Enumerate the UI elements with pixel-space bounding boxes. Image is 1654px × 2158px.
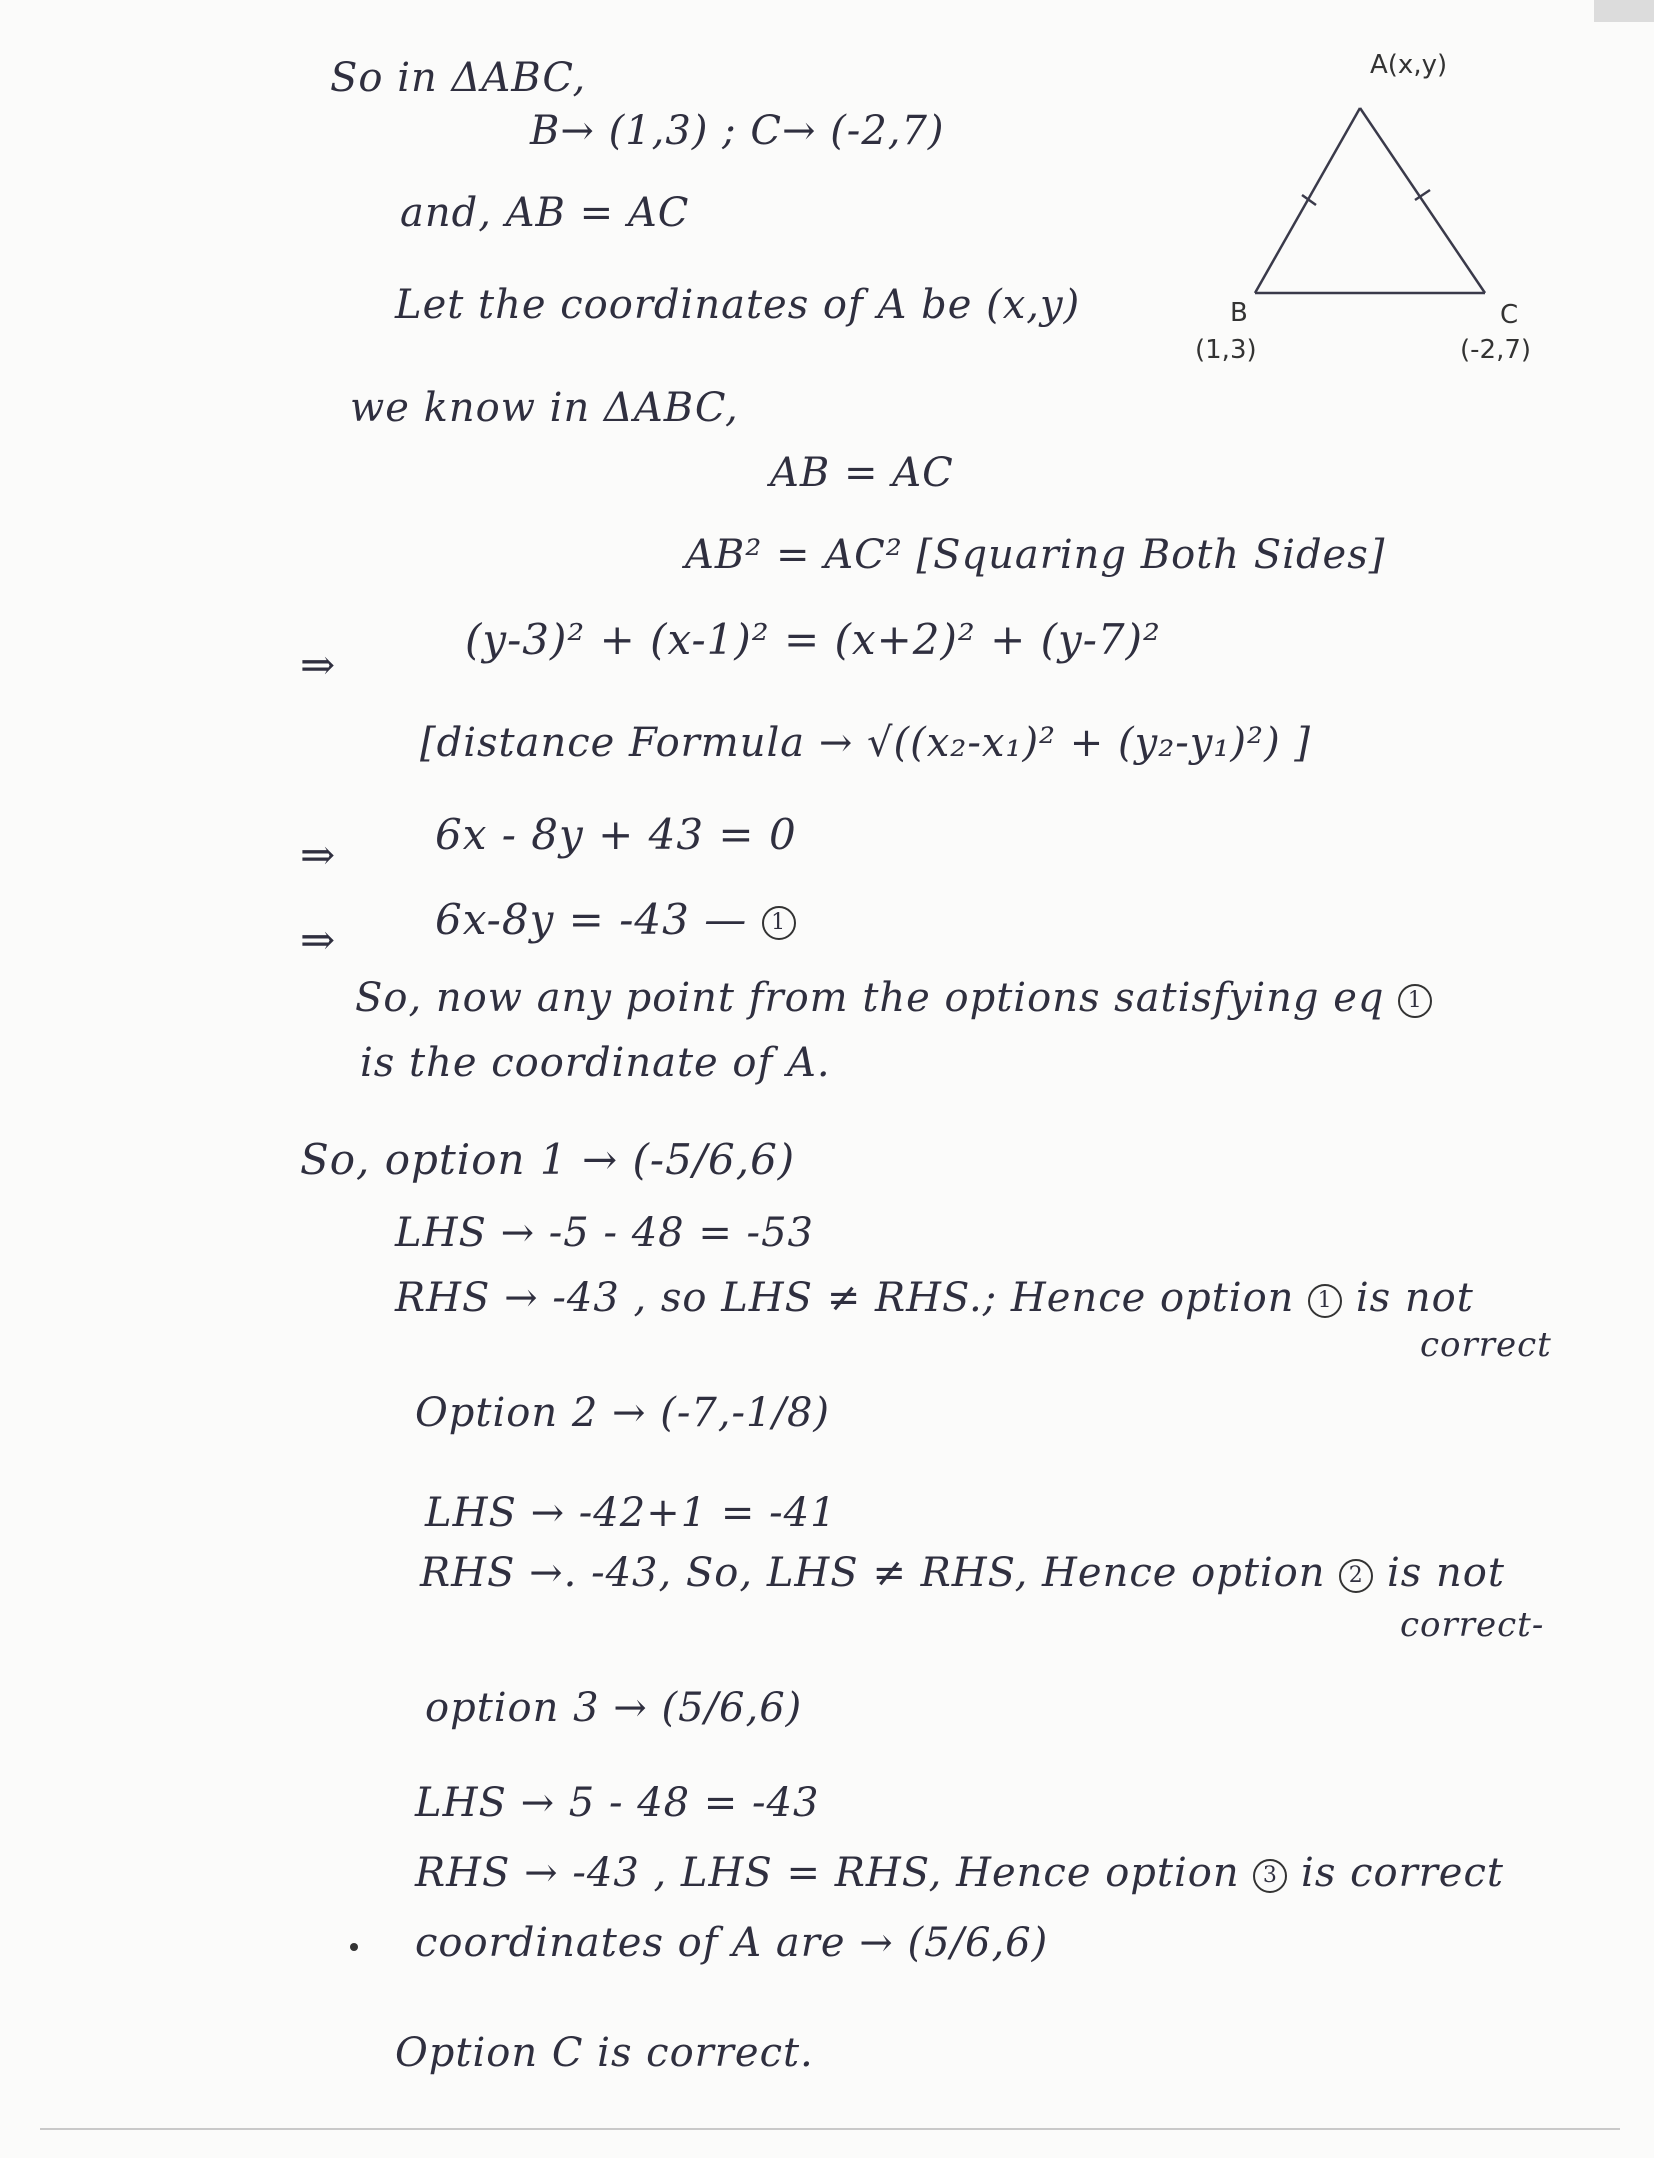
implies-arrow-3: ⇒ xyxy=(300,915,337,964)
derivation-line-4: (y-3)² + (x-1)² = (x+2)² + (y-7)² xyxy=(465,615,1161,664)
option3-lhs: LHS → 5 - 48 = -43 xyxy=(415,1780,820,1826)
final-answer: Option C is correct. xyxy=(395,2030,814,2076)
derivation-line-3: AB² = AC² [Squaring Both Sides] xyxy=(685,532,1386,578)
vertex-a-label: A(x,y) xyxy=(1370,50,1448,80)
option2-lhs: LHS → -42+1 = -41 xyxy=(425,1490,837,1536)
derivation-line-2: AB = AC xyxy=(770,450,954,496)
option2-mark: 2 xyxy=(1339,1559,1373,1593)
implies-arrow-1: ⇒ xyxy=(300,640,337,689)
implies-arrow-2: ⇒ xyxy=(300,830,337,879)
option2-tail: correct- xyxy=(1400,1605,1545,1645)
page-bottom-line xyxy=(40,2128,1620,2130)
side-ab xyxy=(1255,108,1360,293)
bullet-dot xyxy=(350,1943,358,1951)
triangle-diagram xyxy=(1200,40,1620,380)
equation-one-mark: 1 xyxy=(762,906,796,940)
option1-heading: So, option 1 → (-5/6,6) xyxy=(300,1135,796,1184)
derivation-line-8 xyxy=(355,975,1432,1021)
derivation-line-6: 6x - 8y + 43 = 0 xyxy=(435,810,797,859)
intro-line-4: Let the coordinates of A be (x,y) xyxy=(395,282,1081,328)
vertex-c-coord: (-2,7) xyxy=(1460,335,1532,365)
option3-heading: option 3 → (5/6,6) xyxy=(425,1685,803,1731)
vertex-b-coord: (1,3) xyxy=(1195,335,1257,365)
option2-rhs-text: RHS →. -43, So, LHS ≠ RHS, Hence option xyxy=(420,1550,1326,1596)
option1-mark: 1 xyxy=(1308,1284,1342,1318)
option1-rhs xyxy=(395,1275,1474,1321)
option1-rhs-tail: is not xyxy=(1355,1275,1474,1321)
option2-rhs-tail: is not xyxy=(1386,1550,1505,1596)
option1-tail: correct xyxy=(1420,1325,1552,1365)
option1-rhs-text: RHS → -43 , so LHS ≠ RHS.; Hence option xyxy=(395,1275,1295,1321)
scan-corner xyxy=(1594,0,1654,22)
option3-coordinates: coordinates of A are → (5/6,6) xyxy=(415,1920,1049,1966)
vertex-c-label: C xyxy=(1500,300,1519,330)
option1-lhs: LHS → -5 - 48 = -53 xyxy=(395,1210,814,1256)
derivation-line-8-text: So, now any point from the options satisfying eq xyxy=(355,975,1385,1021)
option3-rhs-text: RHS → -43 , LHS = RHS, Hence option xyxy=(415,1850,1240,1896)
option3-mark: 3 xyxy=(1253,1859,1287,1893)
derivation-line-5: [distance Formula → √((x₂-x₁)² + (y₂-y₁)²) ] xyxy=(420,720,1311,766)
vertex-b-label: B xyxy=(1230,298,1248,328)
derivation-line-1: we know in ΔABC, xyxy=(350,385,739,431)
intro-line-3: and, AB = AC xyxy=(400,190,690,236)
option3-rhs-tail: is correct xyxy=(1301,1850,1504,1896)
equation-ref-mark: 1 xyxy=(1398,984,1432,1018)
side-ac xyxy=(1360,108,1485,293)
option3-rhs xyxy=(415,1850,1504,1896)
derivation-line-7 xyxy=(435,895,796,944)
option2-rhs xyxy=(420,1550,1505,1596)
equation-one-text: 6x-8y = -43 — xyxy=(435,895,748,944)
intro-line-1: So in ΔABC, xyxy=(330,55,587,101)
derivation-line-9: is the coordinate of A. xyxy=(360,1040,831,1086)
option2-heading: Option 2 → (-7,-1/8) xyxy=(415,1390,830,1436)
intro-line-2: B→ (1,3) ; C→ (-2,7) xyxy=(530,108,945,154)
